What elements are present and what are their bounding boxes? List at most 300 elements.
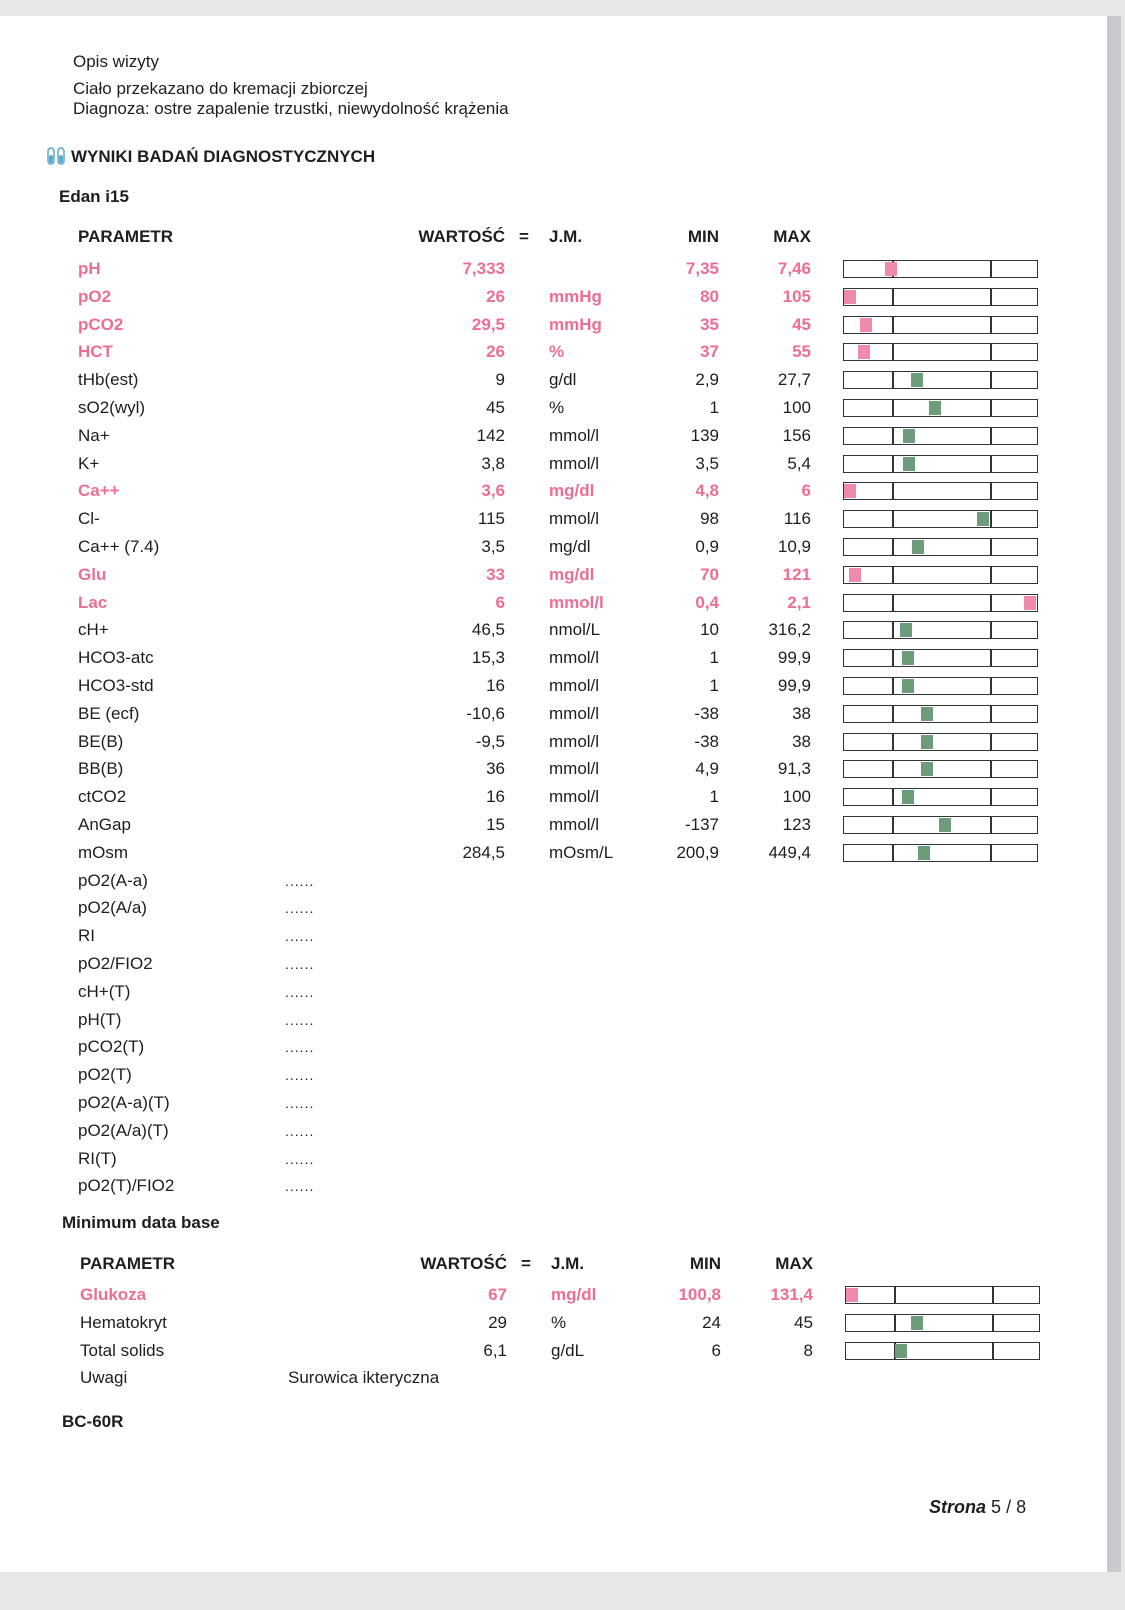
range-tick-low — [892, 650, 894, 666]
notes-label: Uwagi — [80, 1368, 128, 1387]
param-min: 0,9 — [695, 537, 719, 556]
param-unit: mmol/l — [549, 759, 600, 779]
param-name: Hematokryt — [80, 1313, 167, 1332]
param-name: Ca++ — [78, 481, 120, 501]
range-tick-low — [892, 539, 894, 555]
param-max: 316,2 — [768, 620, 811, 640]
result-row — [0, 451, 1080, 477]
param-max: 100 — [782, 787, 811, 807]
range-tick-high — [990, 817, 992, 833]
param-name: Ca++ (7.4) — [78, 537, 160, 556]
result-row — [0, 506, 1080, 532]
range-marker — [902, 651, 914, 665]
result-row — [0, 673, 1080, 699]
param-unit: mOsm/L — [549, 842, 614, 862]
param-placeholder: ...... — [285, 1122, 315, 1139]
range-tick-high — [992, 1315, 994, 1331]
param-max: 99,9 — [777, 676, 811, 695]
header-max: MAX — [775, 1254, 813, 1273]
param-unit: g/dl — [549, 370, 577, 390]
notes-value: Surowica ikteryczna — [288, 1368, 440, 1387]
range-tick-high — [990, 539, 992, 555]
page-sep: / — [1006, 1497, 1012, 1517]
param-name: BE(B) — [78, 731, 124, 751]
range-marker — [903, 457, 915, 471]
param-value: 16 — [486, 676, 505, 695]
param-unit: mmHg — [549, 286, 602, 306]
param-placeholder: ...... — [285, 1178, 315, 1195]
param-unit: mg/dl — [549, 481, 595, 501]
result-row — [0, 784, 1080, 810]
param-value: 29 — [488, 1313, 507, 1332]
param-max: 131,4 — [770, 1285, 813, 1304]
param-name: RI(T) — [78, 1148, 117, 1168]
param-value: 284,5 — [462, 842, 505, 862]
device-name-mdb: Minimum data base — [62, 1213, 220, 1232]
range-tick-low — [892, 511, 894, 527]
notes-row — [2, 1365, 1082, 1391]
range-tick-low — [892, 317, 894, 333]
param-max: 45 — [794, 1313, 813, 1332]
param-unit: % — [549, 342, 565, 362]
range-tick-low — [892, 456, 894, 472]
device-name-bc60r: BC-60R — [62, 1412, 124, 1431]
range-tick-low — [892, 678, 894, 694]
range-tick-low — [894, 1315, 896, 1331]
device-name-edan: Edan i15 — [59, 187, 129, 206]
param-name: pH(T) — [78, 1009, 122, 1029]
param-min: 1 — [709, 676, 719, 695]
result-row — [0, 590, 1080, 616]
range-tick-low — [892, 706, 894, 722]
page-label: Strona — [929, 1497, 987, 1517]
param-placeholder: ...... — [285, 928, 315, 945]
range-bar — [843, 649, 1038, 667]
param-max: 116 — [783, 509, 811, 529]
param-min: 70 — [700, 564, 719, 584]
param-value: 3,6 — [481, 481, 505, 501]
range-tick-low — [892, 372, 894, 388]
param-max: 27,7 — [777, 370, 811, 390]
param-value: 45 — [486, 398, 505, 417]
param-unit: % — [549, 398, 565, 417]
result-row — [0, 617, 1080, 643]
range-tick-low — [892, 761, 894, 777]
range-bar — [843, 510, 1038, 528]
range-marker — [912, 540, 924, 554]
param-value: -9,5 — [475, 731, 505, 751]
param-value: 15,3 — [471, 648, 505, 668]
param-max: 5,4 — [787, 453, 811, 473]
result-row — [0, 478, 1080, 504]
param-unit: mmol/l — [549, 453, 600, 473]
param-name: mOsm — [78, 842, 129, 862]
param-value: 3,5 — [481, 537, 505, 556]
param-unit: mmol/l — [549, 509, 600, 529]
header-param: PARAMETR — [80, 1254, 176, 1273]
param-min: 37 — [700, 342, 719, 362]
param-max: 38 — [792, 703, 811, 723]
param-name: pO2(A-a)(T) — [78, 1093, 170, 1112]
param-unit: g/dL — [551, 1341, 585, 1360]
param-min: 0,4 — [695, 592, 719, 612]
range-bar — [843, 677, 1038, 695]
range-tick-low — [892, 400, 894, 416]
param-max: 123 — [782, 815, 811, 834]
param-min: 24 — [702, 1313, 721, 1332]
param-max: 8 — [803, 1341, 813, 1360]
table-header — [0, 224, 1080, 250]
param-max: 6 — [801, 481, 811, 501]
range-bar — [843, 788, 1038, 806]
range-marker — [860, 318, 872, 332]
param-min: 6 — [711, 1341, 721, 1360]
param-min: 3,5 — [695, 453, 719, 473]
result-row — [2, 1338, 1082, 1364]
range-bar — [843, 760, 1038, 778]
range-marker — [921, 707, 933, 721]
param-min: 4,9 — [695, 759, 719, 779]
param-placeholder: ...... — [285, 872, 315, 889]
visit-line-1: Ciało przekazano do kremacji zbiorczej — [73, 79, 368, 98]
param-name: RI — [78, 926, 95, 946]
range-tick-high — [990, 845, 992, 861]
range-bar — [843, 566, 1038, 584]
range-tick-high — [990, 317, 992, 333]
visit-line-2: Diagnoza: ostre zapalenie trzustki, niewydolność krążenia — [73, 99, 509, 118]
param-value: 15 — [486, 815, 505, 834]
param-max: 7,46 — [777, 259, 811, 278]
range-bar — [843, 343, 1038, 361]
param-min: -38 — [694, 731, 719, 751]
param-value: 26 — [486, 342, 505, 362]
param-max: 55 — [792, 342, 811, 362]
param-name: pCO2 — [78, 314, 124, 334]
range-marker — [1024, 596, 1036, 610]
param-unit: % — [551, 1313, 567, 1332]
range-bar — [843, 844, 1038, 862]
param-unit: mmol/l — [549, 648, 600, 668]
param-name: AnGap — [78, 815, 131, 834]
range-tick-high — [990, 706, 992, 722]
param-placeholder: ...... — [285, 1011, 315, 1028]
param-placeholder: ...... — [285, 956, 315, 972]
empty-result-row — [0, 1090, 1080, 1116]
range-tick-low — [892, 817, 894, 833]
range-tick-high — [990, 344, 992, 360]
param-value: 3,8 — [481, 453, 505, 473]
param-name: pH — [78, 259, 101, 278]
param-name: cH+(T) — [78, 981, 131, 1001]
param-value: 142 — [476, 425, 505, 445]
range-marker — [844, 290, 856, 304]
empty-result-row — [0, 1173, 1080, 1199]
param-name: pO2(T)/FIO2 — [78, 1176, 175, 1196]
param-name: ctCO2 — [78, 787, 127, 807]
header-min: MIN — [689, 1254, 721, 1273]
param-placeholder: ...... — [285, 1039, 315, 1056]
empty-result-row — [0, 895, 1080, 921]
param-max: 91,3 — [777, 759, 811, 779]
param-value: -10,6 — [466, 703, 505, 723]
header-max: MAX — [773, 227, 811, 246]
result-row — [0, 395, 1080, 421]
param-unit: mg/dl — [551, 1285, 597, 1304]
param-min: 1 — [709, 648, 719, 668]
param-min: 98 — [700, 509, 719, 529]
result-row — [0, 562, 1080, 588]
param-name: Lac — [78, 592, 108, 612]
range-bar — [843, 455, 1038, 473]
result-row — [2, 1310, 1082, 1336]
test-tubes-icon — [47, 147, 67, 167]
range-tick-low — [892, 483, 894, 499]
result-row — [0, 645, 1080, 671]
param-name: Glu — [78, 564, 107, 584]
range-marker — [858, 345, 870, 359]
header-value: WARTOŚĆ — [418, 227, 505, 246]
range-tick-high — [990, 567, 992, 583]
range-bar — [843, 371, 1038, 389]
header-unit: J.M. — [551, 1254, 585, 1273]
range-bar — [843, 288, 1038, 306]
result-row — [0, 756, 1080, 782]
param-name: HCO3-std — [78, 676, 154, 695]
range-tick-high — [990, 289, 992, 305]
range-marker — [939, 818, 951, 832]
header-eq: = — [519, 227, 529, 246]
range-bar — [843, 816, 1038, 834]
range-marker — [921, 735, 933, 749]
range-tick-low — [894, 1287, 896, 1303]
param-name: sO2(wyl) — [78, 398, 146, 417]
param-value: 6 — [495, 592, 505, 612]
param-min: 139 — [690, 425, 719, 445]
param-name: Glukoza — [80, 1285, 147, 1304]
range-tick-high — [992, 1343, 994, 1359]
result-row — [0, 367, 1080, 393]
range-tick-high — [990, 261, 992, 277]
header-eq: = — [521, 1254, 531, 1273]
param-name: Na+ — [78, 425, 110, 445]
param-value: 26 — [486, 286, 505, 306]
result-row — [0, 812, 1080, 838]
range-bar — [843, 733, 1038, 751]
range-tick-high — [990, 734, 992, 750]
param-max: 2,1 — [787, 592, 811, 612]
range-marker — [844, 484, 856, 498]
param-min: 100,8 — [678, 1285, 721, 1304]
param-name: Cl- — [78, 509, 100, 529]
param-value: 6,1 — [483, 1341, 507, 1360]
param-placeholder: ...... — [285, 1067, 315, 1084]
range-tick-high — [990, 428, 992, 444]
param-name: pO2(A/a)(T) — [78, 1120, 169, 1140]
param-unit: mmol/l — [549, 815, 600, 834]
empty-result-row — [0, 951, 1080, 977]
range-tick-high — [990, 761, 992, 777]
header-unit: J.M. — [549, 227, 583, 246]
param-min: -38 — [694, 703, 719, 723]
range-marker — [849, 568, 861, 582]
empty-result-row — [0, 1146, 1080, 1172]
header-value: WARTOŚĆ — [420, 1254, 507, 1273]
param-name: Total solids — [80, 1341, 165, 1360]
result-row — [0, 701, 1080, 727]
param-unit: mmol/l — [549, 425, 600, 445]
param-name: pO2(A-a) — [78, 870, 148, 890]
param-min: -137 — [684, 815, 719, 834]
param-name: pO2/FIO2 — [78, 954, 153, 973]
range-bar — [845, 1314, 1040, 1332]
empty-result-row — [0, 923, 1080, 949]
empty-result-row — [0, 1062, 1080, 1088]
range-bar — [845, 1342, 1040, 1360]
range-tick-low — [892, 567, 894, 583]
param-unit: mmHg — [549, 314, 602, 334]
range-tick-high — [990, 650, 992, 666]
page-number — [929, 1497, 1026, 1518]
empty-result-row — [0, 979, 1080, 1005]
param-name: BE (ecf) — [78, 703, 140, 723]
section-heading — [47, 147, 375, 167]
result-row — [0, 284, 1080, 310]
range-marker — [900, 623, 912, 637]
param-value: 9 — [495, 370, 505, 390]
param-name: K+ — [78, 453, 100, 473]
empty-result-row — [0, 1034, 1080, 1060]
param-placeholder: ...... — [285, 900, 315, 917]
empty-result-row — [0, 1007, 1080, 1033]
param-name: pO2(A/a) — [78, 898, 147, 918]
range-tick-low — [892, 734, 894, 750]
param-min: 1 — [709, 398, 719, 417]
range-tick-high — [990, 595, 992, 611]
range-tick-high — [990, 456, 992, 472]
param-value: 33 — [486, 564, 505, 584]
param-max: 45 — [792, 314, 811, 334]
param-unit: mmol/l — [549, 592, 604, 612]
section-title: WYNIKI BADAŃ DIAGNOSTYCZNYCH — [71, 147, 376, 166]
param-min: 2,9 — [695, 370, 719, 390]
page-total: 8 — [1016, 1497, 1027, 1517]
param-max: 121 — [782, 564, 811, 584]
param-unit: mmol/l — [549, 703, 600, 723]
param-value: 115 — [477, 509, 505, 529]
result-row — [0, 256, 1080, 282]
range-bar — [843, 399, 1038, 417]
range-tick-high — [992, 1287, 994, 1303]
range-marker — [911, 1316, 923, 1330]
header-param: PARAMETR — [78, 227, 174, 246]
result-row — [0, 840, 1080, 866]
param-placeholder: ...... — [285, 1150, 315, 1167]
param-unit: mmol/l — [549, 731, 600, 751]
range-bar — [845, 1286, 1040, 1304]
param-name: pO2(T) — [78, 1065, 132, 1085]
param-max: 38 — [792, 731, 811, 751]
param-max: 99,9 — [777, 648, 811, 668]
range-bar — [843, 482, 1038, 500]
range-marker — [885, 262, 897, 276]
param-value: 67 — [488, 1285, 507, 1304]
param-value: 16 — [486, 787, 505, 807]
range-tick-low — [892, 789, 894, 805]
range-marker — [903, 429, 915, 443]
range-marker — [977, 512, 989, 526]
range-marker — [846, 1288, 858, 1302]
range-tick-high — [990, 678, 992, 694]
range-marker — [918, 846, 930, 860]
header-min: MIN — [687, 227, 719, 246]
param-name: HCO3-atc — [78, 648, 154, 668]
range-bar — [843, 594, 1038, 612]
range-tick-high — [990, 511, 992, 527]
param-unit: nmol/L — [549, 620, 601, 640]
table-header — [2, 1251, 1082, 1277]
param-max: 10,9 — [777, 537, 811, 556]
range-tick-low — [892, 622, 894, 638]
param-min: 10 — [700, 620, 719, 640]
range-marker — [911, 373, 923, 387]
param-min: 1 — [709, 787, 719, 807]
param-placeholder: ...... — [285, 983, 315, 1000]
param-min: 200,9 — [676, 842, 719, 862]
param-placeholder: ...... — [285, 1095, 315, 1111]
param-max: 105 — [782, 286, 811, 306]
range-marker — [929, 401, 941, 415]
param-min: 80 — [700, 286, 719, 306]
param-unit: mmol/l — [549, 787, 600, 807]
range-tick-low — [892, 845, 894, 861]
param-max: 449,4 — [768, 842, 811, 862]
range-marker — [902, 679, 914, 693]
param-unit: mg/dl — [549, 537, 591, 556]
param-unit: mmol/l — [549, 676, 600, 695]
result-row — [0, 534, 1080, 560]
range-bar — [843, 260, 1038, 278]
range-bar — [843, 705, 1038, 723]
range-marker — [895, 1344, 907, 1358]
result-row — [2, 1282, 1082, 1308]
param-name: tHb(est) — [78, 370, 139, 390]
range-bar — [843, 621, 1038, 639]
result-row — [0, 423, 1080, 449]
param-name: HCT — [78, 342, 113, 362]
param-name: cH+ — [78, 620, 109, 640]
range-bar — [843, 316, 1038, 334]
range-tick-low — [892, 344, 894, 360]
range-bar — [843, 538, 1038, 556]
param-unit: mg/dl — [549, 564, 595, 584]
empty-result-row — [0, 1118, 1080, 1144]
range-tick-high — [990, 400, 992, 416]
range-tick-low — [892, 595, 894, 611]
result-row — [0, 312, 1080, 338]
param-name: BB(B) — [78, 759, 124, 779]
visit-title: Opis wizyty — [73, 52, 159, 71]
range-marker — [902, 790, 914, 804]
range-tick-high — [990, 789, 992, 805]
page-edge-shadow — [1107, 16, 1121, 1572]
param-max: 156 — [782, 425, 811, 445]
param-min: 4,8 — [695, 481, 719, 501]
param-min: 35 — [700, 314, 719, 334]
range-tick-low — [892, 289, 894, 305]
result-row — [0, 339, 1080, 365]
param-value: 7,333 — [462, 259, 505, 278]
range-tick-high — [990, 372, 992, 388]
